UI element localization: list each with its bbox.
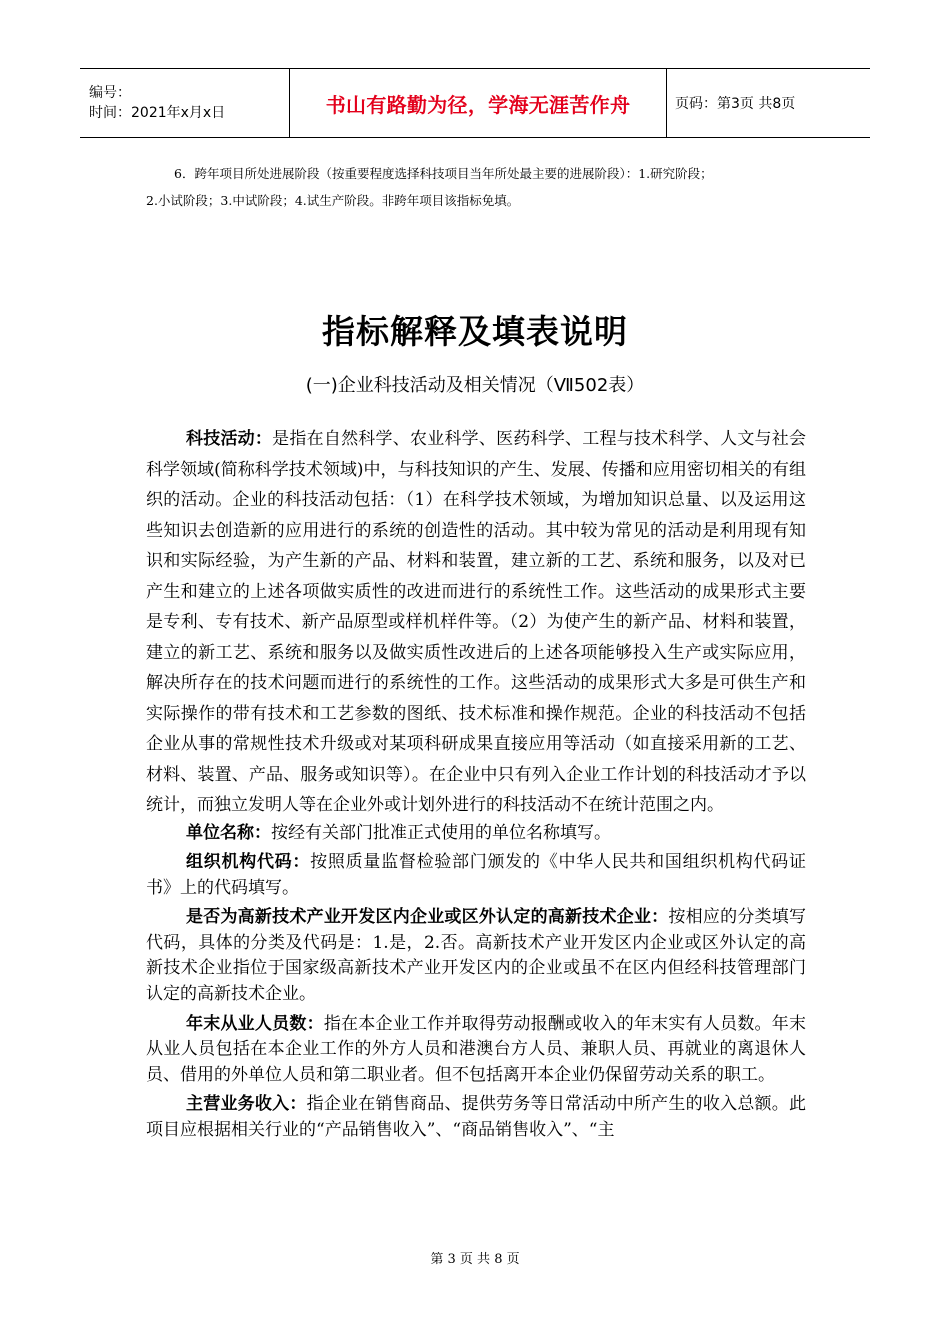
term-label: 是否为高新技术产业开发区内企业或区外认定的高新技术企业： xyxy=(186,907,669,928)
term-definition: 指企业在销售商品、提供劳务等日常活动中所产生的收入总额。此项目应根据相关行业的“产品销售收入”、“商品销售收入”、“主 xyxy=(146,1094,807,1141)
header-motto-cell xyxy=(290,69,667,137)
progress-stage-note xyxy=(146,160,826,214)
header-page-cell xyxy=(667,69,870,137)
paragraph-org-code xyxy=(146,850,806,901)
page-title: 指标解释及填表说明 xyxy=(322,312,628,351)
term-definition: 按照质量监督检验部门颁发的《中华人民共和国组织机构代码证书》上的代码填写。 xyxy=(146,852,807,898)
section-subtitle: (一)企业科技活动及相关情况（Ⅶ502表） xyxy=(305,375,645,396)
term-definition: 按相应的分类填写代码，具体的分类及代码是：1.是，2.否。高新技术产业开发区内企业或区外认定的高新技术企业指位于国家级高新技术产业开发区内的企业或虽不在区内但经科技管理部门认定的高新技术企业。 xyxy=(146,907,807,1005)
term-label: 主营业务收入： xyxy=(186,1094,307,1115)
term-label: 年末从业人员数： xyxy=(186,1013,324,1034)
page-header xyxy=(80,68,870,138)
paragraph-science-activity xyxy=(146,424,806,821)
paragraph-unit-name xyxy=(146,821,806,847)
paragraph-employees xyxy=(146,1012,806,1089)
header-meta xyxy=(80,69,290,137)
note-line-1: 6．跨年项目所处进展阶段（按重要程度选择科技项目当年所处最主要的进展阶段）：1.研究阶段； xyxy=(174,166,713,181)
note-line-2: 2.小试阶段；3.中试阶段；4.试生产阶段。非跨年项目该指标免填。 xyxy=(146,193,520,208)
document-date: 时间：2021年x月x日 xyxy=(89,105,226,121)
paragraph-high-tech xyxy=(146,905,806,1007)
term-label: 单位名称： xyxy=(186,822,271,843)
body-content xyxy=(146,424,806,1144)
document-number-label: 编号： xyxy=(89,85,131,101)
term-label: 组织机构代码： xyxy=(186,852,311,873)
term-label: 科技活动： xyxy=(186,429,273,449)
term-definition: 按经有关部门批准正式使用的单位名称填写。 xyxy=(271,822,611,843)
term-definition: 是指在自然科学、农业科学、医药科学、工程与技术科学、人文与社会科学领域(简称科学技术领域)中，与科技知识的产生、发展、传播和应用密切相关的有组织的活动。企业的科技活动包括：（1）在科学技术领域，为增加知识总量、以及运用这些知识去创造新的应用进行的系统的创造性的活动。其中较为常见的活动是利用现有知识和实际经验，为产生新的产品、材料和装置，建立新的工艺、系统和服务，以及对已产生和建立的上述各项做实质性的改进而进行的系统性工作。这些活动的成果形式主要是专利、专有技术、新产品原型或样机样件等。（2）为使产生的新产品、材料和装置，建立的新工艺、系统和服务以及做实质性改进后的上述各项能够投入生产或实际应用，解决所存在的技术问题而进行的系统性的工作。这些活动的成果形式大多是可供生产和实际操作的带有技术和工艺参数的图纸、技术标准和操作规范。企业的科技活动不包括企业从事的常规性技术升级或对某项科研成果直接应用等活动（如直接采用新的工艺、材料、装置、产品、服务或知识等）。在企业中只有列入企业工作计划的科技活动才予以统计，而独立发明人等在企业外或计划外进行的科技活动不在统计范围之内。 xyxy=(146,429,807,815)
header-motto: 书山有路勤为径，学海无涯苦作舟 xyxy=(325,92,631,117)
header-page-number: 页码：第3页 共8页 xyxy=(675,96,796,112)
page-footer: 第 3 页 共 8 页 xyxy=(430,1252,520,1267)
term-definition: 指在本企业工作并取得劳动报酬或收入的年末实有人员数。年末从业人员包括在本企业工作的外方人员和港澳台方人员、兼职人员、再就业的离退休人员、借用的外单位人员和第二职业者。但不包括离开本企业仍保留劳动关系的职工。 xyxy=(146,1013,806,1085)
paragraph-revenue xyxy=(146,1092,806,1143)
